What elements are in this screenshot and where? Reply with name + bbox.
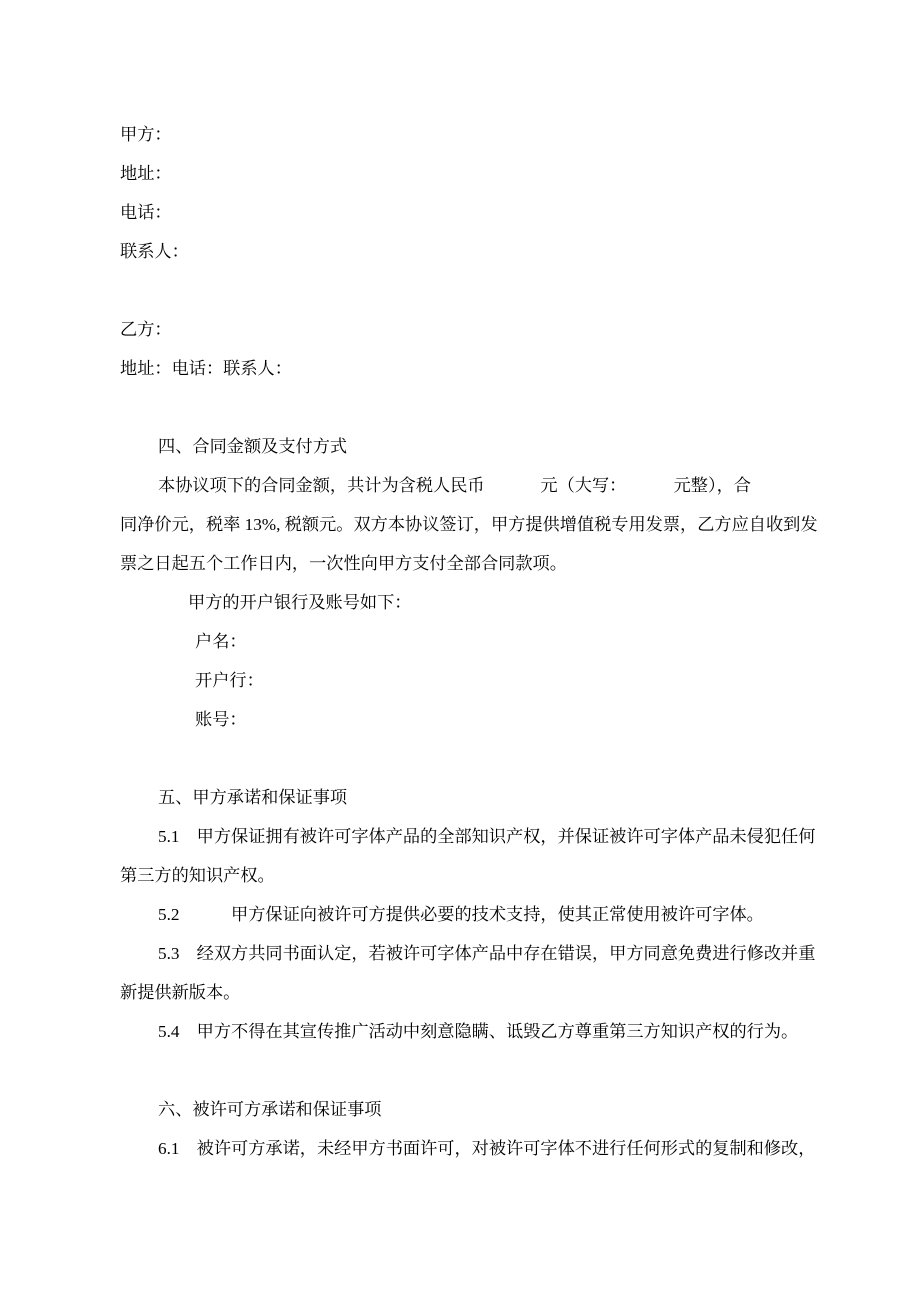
doc-line: 第三方的知识产权。 [120,866,275,885]
doc-line: 本协议项下的合同金额，共计为含税人民币 元（大写： 元整），合 [158,476,751,495]
doc-line: 票之日起五个工作日内，一次性向甲方支付全部合同款项。 [120,554,567,573]
doc-line: 甲方的开户银行及账号如下： [188,593,412,612]
doc-line: 新提供新版本。 [120,983,241,1002]
doc-line: 5.2 甲方保证向被许可方提供必要的技术支持，使其正常使用被许可字体。 [158,905,764,924]
doc-line: 5.4 甲方不得在其宣传推广活动中刻意隐瞒、诋毁乙方尊重第三方知识产权的行为。 [158,1022,799,1041]
doc-line: 5.3 经双方共同书面认定，若被许可字体产品中存在错误，甲方同意免费进行修改并重 [158,944,816,963]
doc-line: 电话： [120,203,172,222]
doc-line: 同净价元，税率 13%, 税额元。双方本协议签订，甲方提供增值税专用发票，乙方应自收到发 [120,515,818,534]
doc-line: 乙方： [120,320,172,339]
doc-line: 六、被许可方承诺和保证事项 [158,1100,382,1119]
doc-line: 地址：电话：联系人： [120,359,292,378]
doc-line: 开户行： [195,671,264,690]
doc-line: 5.1 甲方保证拥有被许可字体产品的全部知识产权，并保证被许可字体产品未侵犯任何 [158,827,816,846]
doc-line: 五、甲方承诺和保证事项 [158,788,348,807]
contract-body [120,115,818,1168]
doc-blank-line [120,739,815,778]
doc-line: 户名： [195,632,247,651]
doc-line: 甲方： [120,125,172,144]
doc-line: 联系人： [120,242,189,261]
doc-blank-line [120,1051,815,1090]
doc-line: 账号： [195,710,247,729]
doc-line: 四、合同金额及支付方式 [158,437,348,456]
doc-blank-line [120,388,815,427]
doc-line: 6.1 被许可方承诺，未经甲方书面许可，对被许可字体不进行任何形式的复制和修改， [158,1139,816,1158]
doc-blank-line [120,271,815,310]
doc-line: 地址： [120,164,172,183]
